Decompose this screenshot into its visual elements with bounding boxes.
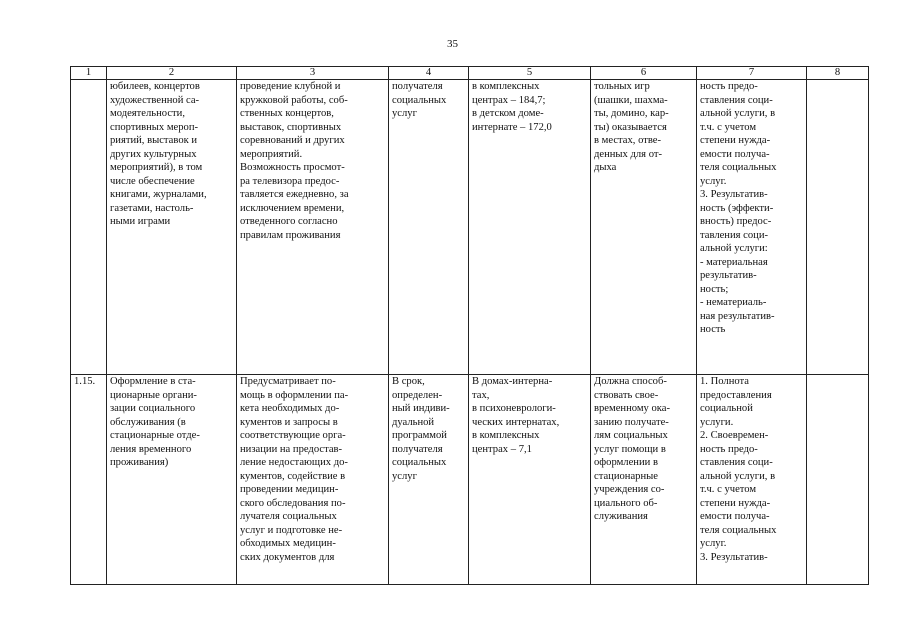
requirements-cell: Должна способ- ствовать свое- временному ока- занию получате- лям социальных услуг помощи в оформлении в стационарные учреждения со- циального об- служивания (591, 375, 697, 585)
services-table (70, 66, 869, 585)
term-cell: получателя социальных услуг (389, 80, 469, 375)
quality-indicators-cell: ность предо- ставления соци- альной услуги, в т.ч. с учетом степени нужда- емости получа- теля социальных услуг. 3. Результатив- ность (эффекти- вность) предос- тавления соци- альной услуги: - материальная результатив- ность; - нематериаль- ная результатив- ность (697, 80, 807, 375)
requirements-cell: тольных игр (шашки, шахма- ты, домино, кар- ты) оказывается в местах, отве- денных для от- дыха (591, 80, 697, 375)
tariff-cell: в комплексных центрах – 184,7; в детском доме- интернате – 172,0 (469, 80, 591, 375)
item-number-cell: 1.15. (71, 375, 107, 585)
table-row (71, 375, 869, 585)
column-number: 5 (469, 67, 591, 80)
column-number: 4 (389, 67, 469, 80)
quality-indicators-cell: 1. Полнота предоставления социальной услуги. 2. Своевремен- ность предо- ставления соци- альной услуги, в т.ч. с учетом степени нужда- емости получа- теля социальных услуг. 3. Результатив- (697, 375, 807, 585)
service-name-cell: юбилеев, концертов художественной са- модеятельности, спортивных мероп- риятий, выставок и других культурных мероприятий), в том числе обеспечение книгами, журналами, газетами, настоль- ными играми (107, 80, 237, 375)
column-number: 8 (807, 67, 869, 80)
column-number: 2 (107, 67, 237, 80)
page-number: 35 (447, 38, 458, 50)
column-number: 7 (697, 67, 807, 80)
service-description-cell: Предусматривает по- мощь в оформлении па- кета необходимых до- кументов и запросы в соответствующие орга- низации на предостав- ление недостающих до- кументов, содействие в проведении медицин- ского обследования по- лучателя социальных услуг и подготовке не- обходимых медицин- ских документов для (237, 375, 389, 585)
table-row (71, 80, 869, 375)
column-number: 6 (591, 67, 697, 80)
service-description-cell: проведение клубной и кружковой работы, соб- ственных концертов, выставок, спортивных соревнований и других мероприятий. Возможность просмот- ра телевизора предос- тавляется ежедневно, за исключением времени, отведенного согласно правилам проживания (237, 80, 389, 375)
column-number: 1 (71, 67, 107, 80)
tariff-cell: В домах-интерна- тах, в психоневрологи- ческих интернатах, в комплексных центрах – 7,1 (469, 375, 591, 585)
conditions-cell (807, 375, 869, 585)
conditions-cell (807, 80, 869, 375)
item-number-cell (71, 80, 107, 375)
service-name-cell: Оформление в ста- ционарные органи- зации социального обслуживания (в стационарные отде- ления временного проживания) (107, 375, 237, 585)
column-number-row (71, 67, 869, 80)
column-number: 3 (237, 67, 389, 80)
term-cell: В срок, определен- ный индиви- дуальной программой получателя социальных услуг (389, 375, 469, 585)
